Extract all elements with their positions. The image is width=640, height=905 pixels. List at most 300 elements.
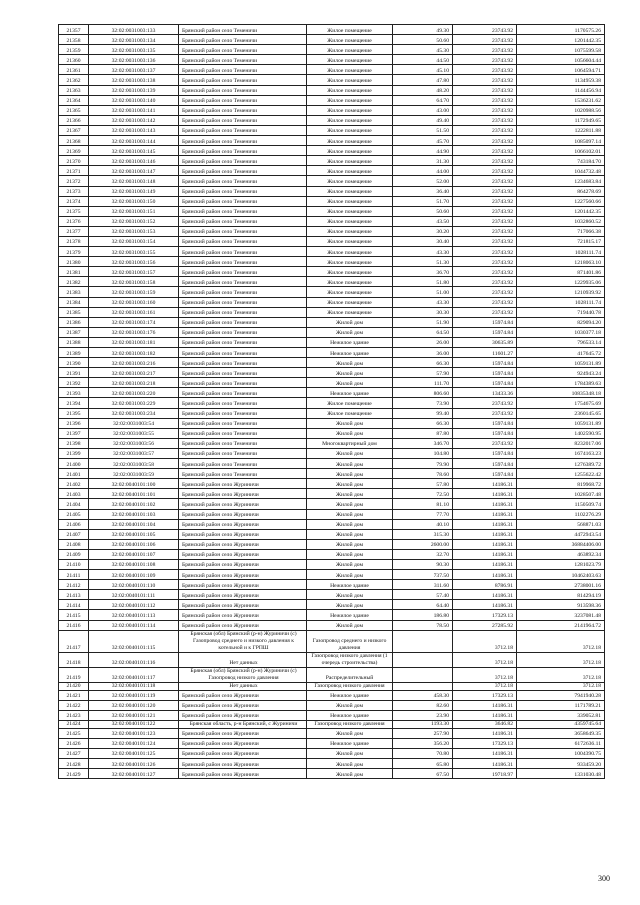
table-row <box>59 388 605 398</box>
table-row <box>59 226 605 236</box>
specific-value-cell: 23743.92 <box>453 176 517 186</box>
object-type-cell: Жилое помещение <box>307 146 393 156</box>
row-number-cell: 21376 <box>59 216 89 226</box>
specific-value-cell: 14186.31 <box>453 590 517 600</box>
address-cell: Брянский район село Теменичи <box>179 277 307 287</box>
area-cell: 51.90 <box>393 317 453 327</box>
specific-value-cell: 23743.92 <box>453 287 517 297</box>
row-number-cell: 21408 <box>59 539 89 549</box>
area-cell: 23.90 <box>393 710 453 720</box>
table-row <box>59 55 605 65</box>
address-cell: Брянский район село Теменичи <box>179 287 307 297</box>
object-type-cell: Жилой дом <box>307 509 393 519</box>
specific-value-cell: 23743.92 <box>453 277 517 287</box>
row-number-cell: 21427 <box>59 748 89 758</box>
cadastral-value-cell: 721815.17 <box>517 236 605 246</box>
object-type-cell: Жилой дом <box>307 549 393 559</box>
object-type-cell: Жилое помещение <box>307 105 393 115</box>
specific-value-cell: 14186.31 <box>453 700 517 710</box>
area-cell <box>393 630 453 652</box>
area-cell: 36.00 <box>393 348 453 358</box>
object-type-cell: Жилой дом <box>307 448 393 458</box>
row-number-cell: 21415 <box>59 610 89 620</box>
cadastral-number-cell: 32:02:0040101:115 <box>89 630 179 652</box>
cadastral-number-cell: 32:02:0040101:121 <box>89 710 179 720</box>
object-type-cell: Жилое помещение <box>307 45 393 55</box>
row-number-cell: 21424 <box>59 720 89 728</box>
cadastral-value-cell: 1229935.06 <box>517 277 605 287</box>
table-row <box>59 196 605 206</box>
specific-value-cell: 15974.84 <box>453 428 517 438</box>
row-number-cell: 21422 <box>59 700 89 710</box>
specific-value-cell: 3712.18 <box>453 652 517 667</box>
area-cell: 64.40 <box>393 600 453 610</box>
row-number-cell: 21358 <box>59 35 89 45</box>
table-row <box>59 720 605 728</box>
cadastral-number-cell: 32:02:0031003:151 <box>89 206 179 216</box>
row-number-cell: 21368 <box>59 136 89 146</box>
specific-value-cell: 15974.84 <box>453 378 517 388</box>
specific-value-cell: 23743.92 <box>453 25 517 35</box>
cadastral-value-cell: 1784389.63 <box>517 378 605 388</box>
cadastral-number-cell: 32:02:0031003:145 <box>89 146 179 156</box>
cadastral-value-cell: 6172636.11 <box>517 738 605 748</box>
table-row <box>59 327 605 337</box>
row-number-cell: 21418 <box>59 652 89 667</box>
specific-value-cell: 3712.18 <box>453 667 517 682</box>
area-cell: 66.30 <box>393 418 453 428</box>
area-cell: 50.60 <box>393 206 453 216</box>
cadastral-value-cell: 1170575.26 <box>517 25 605 35</box>
address-cell: Брянский район село Теменичи <box>179 378 307 388</box>
object-type-cell: Жилое помещение <box>307 398 393 408</box>
table-row <box>59 682 605 690</box>
address-cell: Брянский район село Журиничи <box>179 590 307 600</box>
cadastral-value-cell: 7941940.28 <box>517 690 605 700</box>
address-cell: Брянский район село Журиничи <box>179 570 307 580</box>
address-cell: Брянский район село Журиничи <box>179 700 307 710</box>
specific-value-cell: 23743.92 <box>453 35 517 45</box>
row-number-cell: 21362 <box>59 75 89 85</box>
specific-value-cell: 27285.92 <box>453 620 517 630</box>
cadastral-value-cell: 913598.36 <box>517 600 605 610</box>
cadastral-value-cell: 1028111.74 <box>517 297 605 307</box>
object-type-cell: Жилое помещение <box>307 247 393 257</box>
address-cell: Брянский район село Журиничи <box>179 748 307 758</box>
cadastral-number-cell: 32:02:0031003:137 <box>89 65 179 75</box>
row-number-cell: 21414 <box>59 600 89 610</box>
cadastral-number-cell: 32:02:0031003:234 <box>89 408 179 418</box>
cadastral-value-cell: 1030377.18 <box>517 327 605 337</box>
cadastral-value-cell: 814294.19 <box>517 590 605 600</box>
address-cell: Брянский район село Журиничи <box>179 738 307 748</box>
object-type-cell: Жилой дом <box>307 378 393 388</box>
cadastral-value-cell: 4472943.54 <box>517 529 605 539</box>
table-row <box>59 479 605 489</box>
cadastral-number-cell: 32:02:0031003:134 <box>89 35 179 45</box>
table-row <box>59 489 605 499</box>
row-number-cell: 21387 <box>59 327 89 337</box>
table-row <box>59 418 605 428</box>
row-number-cell: 21419 <box>59 667 89 682</box>
table-row <box>59 35 605 45</box>
cadastral-value-cell: 2360145.65 <box>517 408 605 418</box>
area-cell: 51.70 <box>393 196 453 206</box>
specific-value-cell: 23743.92 <box>453 115 517 125</box>
cadastral-value-cell: 4359745.64 <box>517 720 605 728</box>
cadastral-number-cell: 32:02:0031003:56 <box>89 438 179 448</box>
row-number-cell: 21400 <box>59 459 89 469</box>
table-row <box>59 459 605 469</box>
row-number-cell: 21374 <box>59 196 89 206</box>
object-type-cell: Нежилое здание <box>307 610 393 620</box>
cadastral-value-cell: 1032860.52 <box>517 216 605 226</box>
row-number-cell: 21417 <box>59 630 89 652</box>
object-type-cell: Жилое помещение <box>307 257 393 267</box>
object-type-cell: Жилое помещение <box>307 226 393 236</box>
area-cell: 64.70 <box>393 95 453 105</box>
area-cell: 32.70 <box>393 549 453 559</box>
cadastral-number-cell: 32:02:0040101:119 <box>89 690 179 700</box>
area-cell: 45.70 <box>393 136 453 146</box>
specific-value-cell: 23743.92 <box>453 226 517 236</box>
cadastral-number-cell: 32:02:0031003:136 <box>89 55 179 65</box>
cadastral-value-cell: 1075599.58 <box>517 45 605 55</box>
address-cell: Брянский район село Теменичи <box>179 448 307 458</box>
specific-value-cell: 23743.92 <box>453 236 517 246</box>
row-number-cell: 21409 <box>59 549 89 559</box>
row-number-cell: 21411 <box>59 570 89 580</box>
table-row <box>59 267 605 277</box>
table-row <box>59 549 605 559</box>
address-cell: Брянский район село Теменичи <box>179 388 307 398</box>
specific-value-cell: 15974.84 <box>453 448 517 458</box>
area-cell: 67.50 <box>393 769 453 779</box>
cadastral-value-cell: 1210939.92 <box>517 287 605 297</box>
table-row <box>59 85 605 95</box>
address-cell: Брянский район село Теменичи <box>179 368 307 378</box>
address-cell: Брянская (обл) Брянский (р-н) Журиничи (с) Газопровод низкого давления <box>179 667 307 682</box>
row-number-cell: 21382 <box>59 277 89 287</box>
table-row <box>59 368 605 378</box>
cadastral-number-cell: 32:02:0040101:100 <box>89 479 179 489</box>
area-cell: 49.30 <box>393 25 453 35</box>
address-cell: Брянский район село Журиничи <box>179 580 307 590</box>
object-type-cell: Жилой дом <box>307 728 393 738</box>
address-cell: Брянский район село Теменичи <box>179 25 307 35</box>
cadastral-value-cell: 1028111.74 <box>517 247 605 257</box>
area-cell <box>393 682 453 690</box>
area-cell: 65.80 <box>393 759 453 769</box>
specific-value-cell: 15974.84 <box>453 469 517 479</box>
row-number-cell: 21363 <box>59 85 89 95</box>
row-number-cell: 21360 <box>59 55 89 65</box>
cadastral-value-cell: 1059131.89 <box>517 358 605 368</box>
cadastral-value-cell: 3658649.35 <box>517 728 605 738</box>
table-row <box>59 216 605 226</box>
area-cell: 30.40 <box>393 236 453 246</box>
cadastral-number-cell: 32:02:0031003:59 <box>89 469 179 479</box>
table-row <box>59 710 605 720</box>
address-cell: Брянский район село Журиничи <box>179 509 307 519</box>
cadastral-value-cell: 864278.69 <box>517 186 605 196</box>
specific-value-cell: 23743.92 <box>453 186 517 196</box>
cadastral-value-cell: 10835348.18 <box>517 388 605 398</box>
cadastral-value-cell: 1150509.74 <box>517 499 605 509</box>
object-type-cell: Жилой дом <box>307 748 393 758</box>
object-type-cell: Жилое помещение <box>307 206 393 216</box>
cadastral-number-cell: 32:02:0031003:149 <box>89 186 179 196</box>
object-type-cell: Жилой дом <box>307 529 393 539</box>
cadastral-number-cell: 32:02:0031003:217 <box>89 368 179 378</box>
cadastral-number-cell: 32:02:0031003:229 <box>89 398 179 408</box>
cadastral-number-cell: 32:02:0040101:110 <box>89 580 179 590</box>
cadastral-value-cell: 1234683.84 <box>517 176 605 186</box>
area-cell: 2600.00 <box>393 539 453 549</box>
table-row <box>59 378 605 388</box>
area-cell: 44.90 <box>393 146 453 156</box>
address-cell: Брянский район село Теменичи <box>179 337 307 347</box>
specific-value-cell: 23743.92 <box>453 438 517 448</box>
specific-value-cell: 15974.84 <box>453 418 517 428</box>
specific-value-cell: 14186.31 <box>453 479 517 489</box>
cadastral-number-cell: 32:02:0031003:141 <box>89 105 179 115</box>
row-number-cell: 21398 <box>59 438 89 448</box>
object-type-cell: Газопровод среднего и низкого давления <box>307 630 393 652</box>
table-row <box>59 146 605 156</box>
area-cell: 44.50 <box>393 55 453 65</box>
cadastral-value-cell: 568871.03 <box>517 519 605 529</box>
area-cell: 57.90 <box>393 368 453 378</box>
cadastral-value-cell: 1218063.10 <box>517 257 605 267</box>
cadastral-number-cell: 32:02:0040101:122 <box>89 720 179 728</box>
object-type-cell: Жилой дом <box>307 559 393 569</box>
area-cell: 51.50 <box>393 125 453 135</box>
cadastral-value-cell: 1754675.69 <box>517 398 605 408</box>
row-number-cell: 21407 <box>59 529 89 539</box>
row-number-cell: 21405 <box>59 509 89 519</box>
area-cell: 77.70 <box>393 509 453 519</box>
cadastral-number-cell: 32:02:0040101:104 <box>89 519 179 529</box>
table-row <box>59 307 605 317</box>
address-cell: Брянский район село Теменичи <box>179 348 307 358</box>
cadastral-number-cell: 32:02:0040101:105 <box>89 529 179 539</box>
row-number-cell: 21369 <box>59 146 89 156</box>
cadastral-value-cell: 417645.72 <box>517 348 605 358</box>
cadastral-value-cell: 36884406.00 <box>517 539 605 549</box>
object-type-cell: Жилое помещение <box>307 297 393 307</box>
cadastral-number-cell: 32:02:0040101:101 <box>89 489 179 499</box>
specific-value-cell: 14186.31 <box>453 499 517 509</box>
row-number-cell: 21420 <box>59 682 89 690</box>
cadastral-number-cell: 32:02:0040101:114 <box>89 620 179 630</box>
row-number-cell: 21378 <box>59 236 89 246</box>
specific-value-cell: 23743.92 <box>453 247 517 257</box>
row-number-cell: 21402 <box>59 479 89 489</box>
address-cell: Брянский район село Теменичи <box>179 115 307 125</box>
area-cell: 311.60 <box>393 580 453 590</box>
address-cell: Брянский район село Теменичи <box>179 418 307 428</box>
area-cell: 36.70 <box>393 267 453 277</box>
address-cell: Брянский район село Теменичи <box>179 327 307 337</box>
address-cell: Брянский район село Журиничи <box>179 519 307 529</box>
object-type-cell: Нежилое здание <box>307 337 393 347</box>
table-row <box>59 590 605 600</box>
cadastral-value-cell: 1536231.62 <box>517 95 605 105</box>
cadastral-value-cell: 1222811.88 <box>517 125 605 135</box>
area-cell: 81.10 <box>393 499 453 509</box>
object-type-cell: Жилой дом <box>307 358 393 368</box>
object-type-cell: Жилой дом <box>307 600 393 610</box>
address-cell: Брянский район село Теменичи <box>179 459 307 469</box>
address-cell: Брянский район село Журиничи <box>179 728 307 738</box>
area-cell: 79.90 <box>393 459 453 469</box>
address-cell: Брянский район село Теменичи <box>179 358 307 368</box>
table-row <box>59 438 605 448</box>
table-row <box>59 667 605 682</box>
address-cell: Брянский район село Журиничи <box>179 489 307 499</box>
area-cell: 51.80 <box>393 277 453 287</box>
table-row <box>59 348 605 358</box>
area-cell: 90.30 <box>393 559 453 569</box>
cadastral-value-table <box>58 24 605 779</box>
row-number-cell: 21370 <box>59 156 89 166</box>
cadastral-value-cell: 1276389.72 <box>517 459 605 469</box>
table-row <box>59 728 605 738</box>
object-type-cell: Жилое помещение <box>307 267 393 277</box>
cadastral-number-cell: 32:02:0040101:127 <box>89 769 179 779</box>
specific-value-cell: 23743.92 <box>453 55 517 65</box>
table-row <box>59 759 605 769</box>
table-row <box>59 136 605 146</box>
address-cell: Брянский район село Теменичи <box>179 469 307 479</box>
specific-value-cell: 19718.97 <box>453 769 517 779</box>
cadastral-number-cell: 32:02:0040101:126 <box>89 759 179 769</box>
object-type-cell: Газопровод низкого давления <box>307 682 393 690</box>
row-number-cell: 21395 <box>59 408 89 418</box>
row-number-cell: 21388 <box>59 337 89 347</box>
object-type-cell: Жилой дом <box>307 769 393 779</box>
specific-value-cell: 14186.31 <box>453 570 517 580</box>
area-cell: 48.20 <box>393 85 453 95</box>
address-cell: Брянский район село Теменичи <box>179 186 307 196</box>
object-type-cell: Жилое помещение <box>307 65 393 75</box>
row-number-cell: 21389 <box>59 348 89 358</box>
object-type-cell: Жилое помещение <box>307 166 393 176</box>
cadastral-value-cell: 1134959.38 <box>517 75 605 85</box>
cadastral-number-cell: 32:02:0040101:102 <box>89 499 179 509</box>
area-cell: 43.30 <box>393 247 453 257</box>
object-type-cell: Жилой дом <box>307 489 393 499</box>
cadastral-number-cell: 32:02:0031003:176 <box>89 327 179 337</box>
cadastral-number-cell: 32:02:0031003:142 <box>89 115 179 125</box>
table-row <box>59 125 605 135</box>
object-type-cell: Нежилое здание <box>307 580 393 590</box>
object-type-cell: Жилое помещение <box>307 25 393 35</box>
address-cell: Брянский район село Теменичи <box>179 85 307 95</box>
table-row <box>59 408 605 418</box>
cadastral-number-cell: 32:02:0031003:156 <box>89 257 179 267</box>
address-cell: Брянский район село Теменичи <box>179 408 307 418</box>
row-number-cell: 21371 <box>59 166 89 176</box>
cadastral-value-cell: 1172949.65 <box>517 115 605 125</box>
address-cell: Брянский район село Теменичи <box>179 307 307 317</box>
object-type-cell: Жилой дом <box>307 519 393 529</box>
specific-value-cell: 14186.31 <box>453 748 517 758</box>
table-row <box>59 236 605 246</box>
area-cell: 36.40 <box>393 186 453 196</box>
object-type-cell: Жилой дом <box>307 590 393 600</box>
cadastral-number-cell: 32:02:0031003:216 <box>89 358 179 368</box>
address-cell: Брянский район село Журиничи <box>179 549 307 559</box>
address-cell: Брянский район село Журиничи <box>179 710 307 720</box>
area-cell: 57.40 <box>393 590 453 600</box>
table-body <box>59 25 605 779</box>
address-cell: Брянский район село Теменичи <box>179 55 307 65</box>
area-cell: 50.60 <box>393 35 453 45</box>
row-number-cell: 21367 <box>59 125 89 135</box>
cadastral-number-cell: 32:02:0040101:124 <box>89 738 179 748</box>
address-cell: Брянский район село Теменичи <box>179 45 307 55</box>
address-cell: Брянский район село Теменичи <box>179 125 307 135</box>
cadastral-value-cell: 1028507.48 <box>517 489 605 499</box>
object-type-cell: Распределительный <box>307 667 393 682</box>
row-number-cell: 21386 <box>59 317 89 327</box>
cadastral-number-cell: 32:02:0031003:140 <box>89 95 179 105</box>
cadastral-value-cell: 1144456.94 <box>517 85 605 95</box>
address-cell: Брянский район село Теменичи <box>179 398 307 408</box>
object-type-cell: Нежилое здание <box>307 690 393 700</box>
area-cell: 73.90 <box>393 398 453 408</box>
cadastral-number-cell: 32:02:0040101:118 <box>89 682 179 690</box>
object-type-cell: Жилой дом <box>307 368 393 378</box>
table-row <box>59 509 605 519</box>
address-cell: Брянский район село Теменичи <box>179 267 307 277</box>
cadastral-number-cell: 32:02:0031003:139 <box>89 85 179 95</box>
address-cell: Брянский район село Теменичи <box>179 95 307 105</box>
cadastral-value-cell: 1201442.35 <box>517 35 605 45</box>
table-row <box>59 337 605 347</box>
address-cell: Брянский район село Теменичи <box>179 247 307 257</box>
area-cell: 64.50 <box>393 327 453 337</box>
cadastral-number-cell: 32:02:0031003:138 <box>89 75 179 85</box>
specific-value-cell: 14186.31 <box>453 529 517 539</box>
table-row <box>59 115 605 125</box>
object-type-cell: Жилой дом <box>307 539 393 549</box>
table-row <box>59 769 605 779</box>
row-number-cell: 21410 <box>59 559 89 569</box>
cadastral-value-cell: 10462403.63 <box>517 570 605 580</box>
table-row <box>59 448 605 458</box>
cadastral-number-cell: 32:02:0031003:218 <box>89 378 179 388</box>
object-type-cell: Жилое помещение <box>307 115 393 125</box>
row-number-cell: 21429 <box>59 769 89 779</box>
cadastral-value-cell: 3712.18 <box>517 652 605 667</box>
table-row <box>59 700 605 710</box>
cadastral-value-cell: 924943.24 <box>517 368 605 378</box>
object-type-cell: Нежилое здание <box>307 348 393 358</box>
cadastral-value-cell: 1402590.95 <box>517 428 605 438</box>
object-type-cell: Газопровод низкого давления (1 очередь строительства) <box>307 652 393 667</box>
area-cell: 1193.30 <box>393 720 453 728</box>
address-cell: Брянская область, р-н Брянский, с Журиничи <box>179 720 307 728</box>
address-cell: Нет данных <box>179 682 307 690</box>
specific-value-cell: 23743.92 <box>453 398 517 408</box>
address-cell: Брянский район село Теменичи <box>179 428 307 438</box>
area-cell: 66.30 <box>393 358 453 368</box>
area-cell: 257.90 <box>393 728 453 738</box>
table-row <box>59 652 605 667</box>
